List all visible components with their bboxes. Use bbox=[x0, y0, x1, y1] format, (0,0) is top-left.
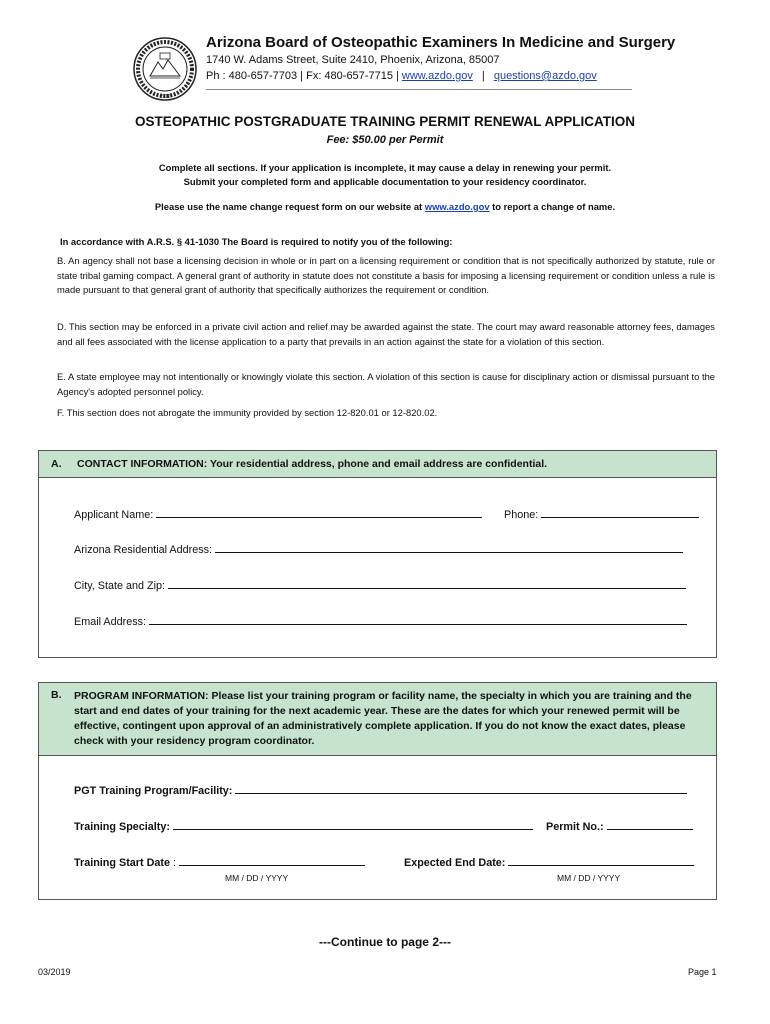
instruction-2: Submit your completed form and applicable documentation to your residency coordinator. bbox=[183, 176, 587, 187]
phone-row: Phone: bbox=[504, 507, 699, 521]
phone-fax: Ph : 480-657-7703 | Fx: 480-657-7715 | bbox=[206, 70, 399, 82]
email-address-field[interactable] bbox=[149, 614, 687, 625]
form-title: OSTEOPATHIC POSTGRADUATE TRAINING PERMIT RENEWAL APPLICATION bbox=[134, 114, 635, 129]
statute-f: F. This section does not abrogate the immunity provided by section 12-820.01 or 12-820.02. bbox=[57, 407, 438, 418]
end-date-field[interactable] bbox=[508, 855, 694, 866]
name-change-note: Please use the name change request form on our website at www.azdo.gov to report a change of name. bbox=[154, 201, 616, 212]
org-address: 1740 W. Adams Street, Suite 2410, Phoenix, Arizona, 85007 bbox=[206, 54, 500, 66]
email-link[interactable]: questions@azdo.gov bbox=[493, 70, 597, 82]
contact-line bbox=[206, 70, 597, 82]
program-field[interactable] bbox=[235, 783, 687, 794]
section-b-header bbox=[39, 683, 716, 756]
fee-line: Fee: $50.00 per Permit bbox=[326, 134, 444, 146]
state-seal-logo bbox=[132, 36, 198, 102]
permit-no-row: Permit No.: bbox=[546, 819, 693, 833]
end-date-row: Expected End Date: bbox=[404, 855, 694, 869]
section-b-heading: PROGRAM INFORMATION: Please list your training program or facility name, the specialty in which you are training and the start and end dates of your training for the next academic year. These are the dates for which your renewed permit will be effective, contingent upon approval of an administratively complete application. If you do not know the exact dates, please check with your residency program coordinator. bbox=[74, 690, 692, 747]
residential-address-field[interactable] bbox=[215, 542, 683, 553]
city-state-zip-field[interactable] bbox=[168, 578, 686, 589]
specialty-row: Training Specialty: bbox=[74, 819, 533, 833]
specialty-field[interactable] bbox=[173, 819, 533, 830]
section-b-box bbox=[38, 682, 717, 900]
section-a-letter: A. bbox=[51, 458, 62, 470]
statute-d: D. This section may be enforced in a private civil action and relief may be awarded against the state. The court may award reasonable attorney fees, damages and all fees associated with the license application to a party that prevails in an action against the state for a violation of this section. bbox=[57, 321, 715, 347]
email-address-row: Email Address: bbox=[74, 614, 687, 628]
end-date-hint: MM / DD / YYYY bbox=[557, 873, 621, 883]
instruction-1: Complete all sections. If your application is incomplete, it may cause a delay in renewing your permit. bbox=[158, 162, 612, 173]
applicant-name-row: Applicant Name: bbox=[74, 507, 482, 521]
city-state-zip-row: City, State and Zip: bbox=[74, 578, 686, 592]
section-a-header bbox=[39, 451, 716, 478]
continue-note: ---Continue to page 2--- bbox=[319, 935, 451, 949]
section-a-box bbox=[38, 450, 717, 658]
name-change-link[interactable]: www.azdo.gov bbox=[424, 201, 490, 212]
program-row: PGT Training Program/Facility: bbox=[74, 783, 687, 797]
applicant-name-field[interactable] bbox=[156, 507, 482, 518]
section-b-letter: B. bbox=[51, 689, 62, 701]
website-link[interactable]: www.azdo.gov bbox=[401, 70, 473, 82]
header-divider bbox=[206, 89, 632, 90]
residential-address-row: Arizona Residential Address: bbox=[74, 542, 683, 556]
revision-date: 03/2019 bbox=[38, 967, 71, 977]
page-number: Page 1 bbox=[688, 967, 717, 977]
org-name: Arizona Board of Osteopathic Examiners In Medicine and Surgery bbox=[206, 34, 676, 51]
permit-no-field[interactable] bbox=[607, 819, 693, 830]
section-a-heading: CONTACT INFORMATION: Your residential address, phone and email address are confidential. bbox=[77, 458, 548, 470]
start-date-row: Training Start Date : bbox=[74, 855, 365, 869]
separator: | bbox=[481, 70, 485, 82]
svg-text:1912: 1912 bbox=[159, 94, 171, 100]
statute-b: B. An agency shall not base a licensing decision in whole or in part on a licensing requirement or condition that is not specifically authorized by statute, rule or state tribal gaming compact. A general grant of authority in statute does not constitute a basis for imposing a licensing requirement or condition unless a rule is made pursuant to that general grant of authority that specifically authorizes the requirement or condition. bbox=[57, 255, 715, 295]
phone-field[interactable] bbox=[541, 507, 699, 518]
start-date-field[interactable] bbox=[179, 855, 365, 866]
statute-intro: In accordance with A.R.S. § 41-1030 The Board is required to notify you of the following: bbox=[60, 236, 453, 247]
statute-e: E. A state employee may not intentionally or knowingly violate this section. A violation of this section is cause for disciplinary action or dismissal pursuant to the Agency's adopted personnel policy. bbox=[57, 371, 715, 397]
start-date-hint: MM / DD / YYYY bbox=[225, 873, 289, 883]
